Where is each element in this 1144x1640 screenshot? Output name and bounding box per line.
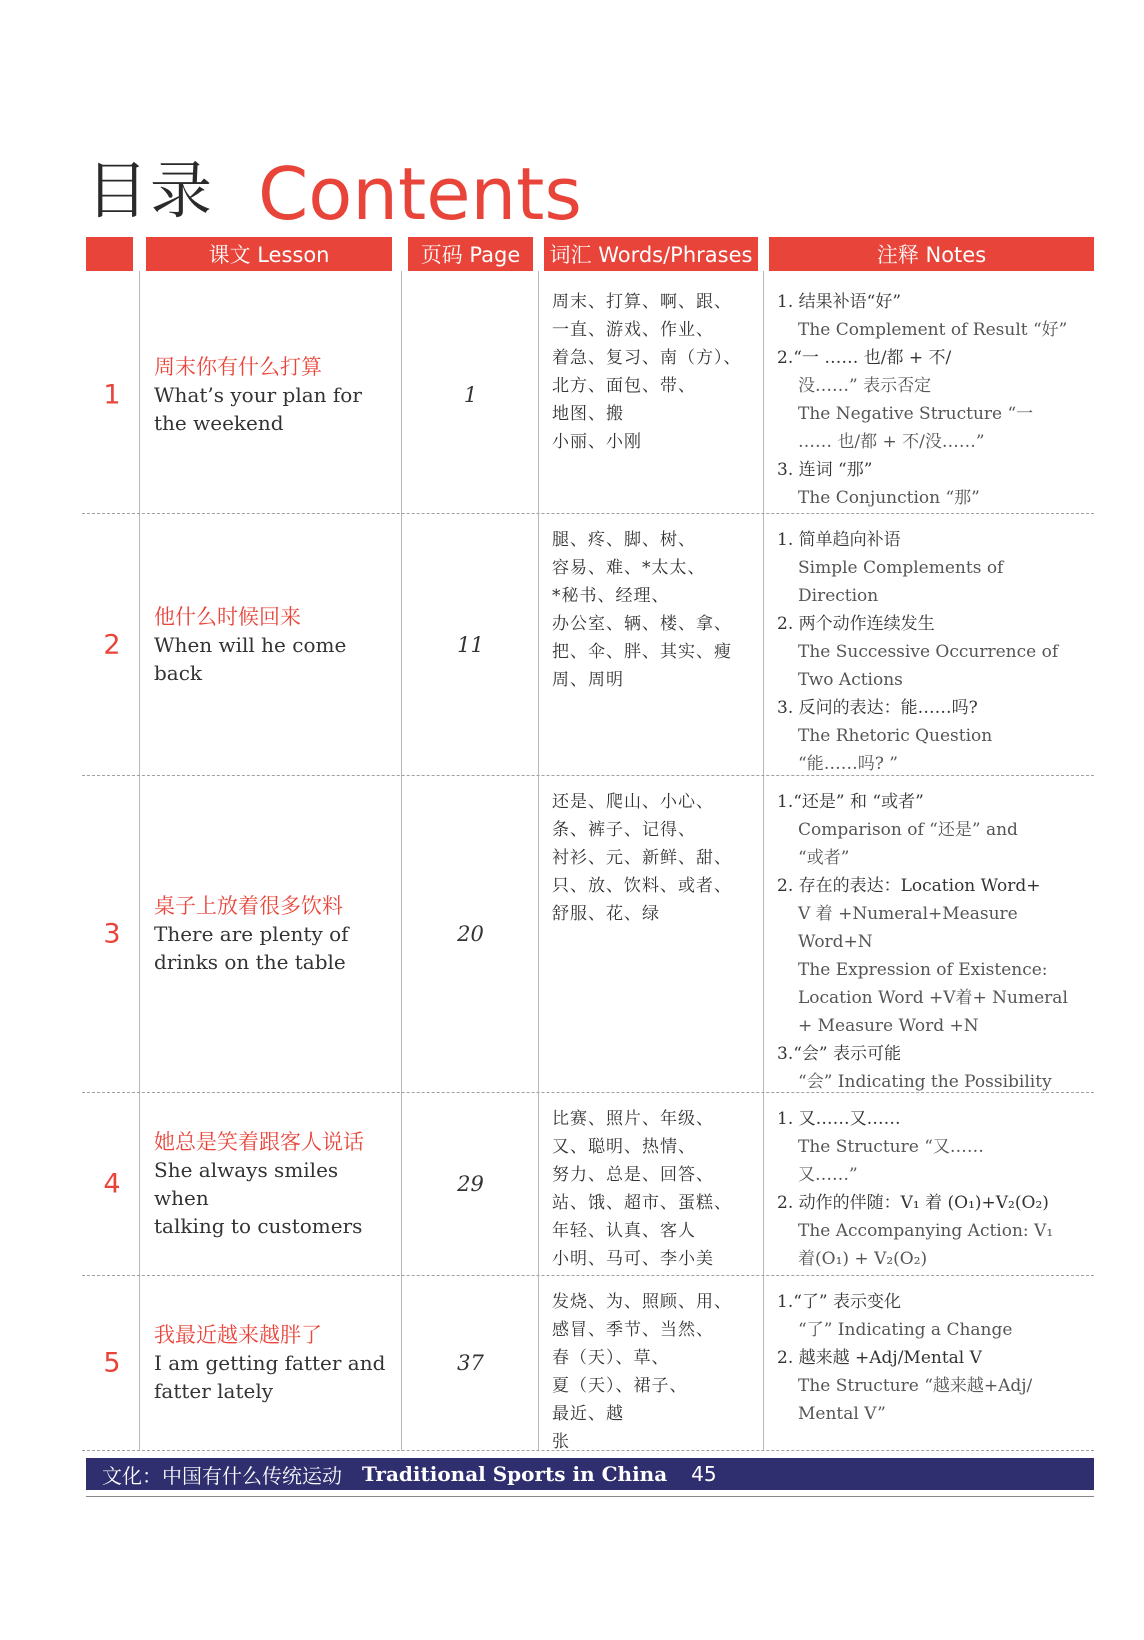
vocabulary-line: 小丽、小刚: [552, 432, 642, 452]
lesson-title-english: talking to customers: [154, 1214, 363, 1238]
vocabulary-line: 条、裤子、记得、: [552, 820, 696, 840]
note-line: Two Actions: [798, 670, 903, 690]
note-line: 3. 反问的表达：能……吗?: [777, 698, 978, 718]
lesson-title-english: There are plenty of: [154, 922, 349, 946]
note-line: “会” Indicating the Possibility: [798, 1072, 1052, 1092]
vocabulary-list: [552, 788, 762, 928]
vocabulary-line: 一直、游戏、作业、: [552, 320, 714, 340]
note-line: The Rhetoric Question: [798, 726, 993, 746]
vocabulary-line: 地图、搬: [552, 404, 624, 424]
vocabulary-line: 舒服、花、绿: [552, 904, 660, 924]
vocabulary-line: 年轻、认真、客人: [552, 1221, 696, 1241]
page-number[interactable]: 20: [457, 922, 484, 946]
lesson-title-chinese: 他什么时候回来: [154, 604, 301, 629]
vocabulary-line: 比赛、照片、年级、: [552, 1109, 714, 1129]
note-line: The Expression of Existence:: [798, 960, 1048, 980]
lesson-title-english: I am getting fatter and: [154, 1351, 386, 1375]
table-row: [82, 776, 1094, 1092]
notes-list: [777, 526, 1097, 778]
vocabulary-list: [552, 1288, 762, 1456]
lesson-title-english: drinks on the table: [154, 950, 346, 974]
table-row: [82, 514, 1094, 775]
note-line: Comparison of “还是” and: [798, 820, 1018, 840]
page-number[interactable]: 37: [457, 1351, 484, 1375]
vocabulary-line: 发烧、为、照顾、用、: [552, 1292, 732, 1312]
lesson-number: 5: [103, 1347, 121, 1379]
lesson-title-chinese: 她总是笑着跟客人说话: [154, 1130, 364, 1154]
lesson-number: 2: [103, 629, 121, 660]
note-line: The Conjunction “那”: [798, 488, 980, 508]
page-title: [86, 150, 582, 236]
vocabulary-line: 感冒、季节、当然、: [552, 1320, 714, 1340]
note-line: 1. 结果补语“好”: [777, 292, 902, 312]
vocabulary-line: 周末、打算、啊、跟、: [552, 292, 732, 312]
lesson-title-english: When will he come: [154, 632, 347, 657]
header-words: 词汇 Words/Phrases: [544, 237, 758, 271]
note-line: 2.“一 …… 也/都 + 不/: [777, 348, 952, 368]
lesson-title[interactable]: [154, 603, 394, 687]
note-line: 没……” 表示否定: [798, 376, 932, 396]
note-line: 1. 又……又……: [777, 1109, 901, 1129]
note-line: Word+N: [798, 932, 873, 952]
vocabulary-line: 夏（天）、裙子、: [552, 1376, 688, 1396]
vocabulary-line: 小明、马可、李小美: [552, 1249, 714, 1269]
note-line: The Negative Structure “一: [798, 404, 1034, 424]
lesson-title[interactable]: [154, 892, 394, 976]
note-line: 1.“了” 表示变化: [777, 1292, 902, 1312]
header-lesson: 课文 Lesson: [146, 237, 392, 271]
lesson-title-english: the weekend: [154, 410, 284, 435]
page-number[interactable]: 29: [457, 1172, 484, 1196]
page-number[interactable]: 11: [457, 632, 484, 657]
note-line: + Measure Word +N: [798, 1016, 979, 1036]
bottom-rule: [86, 1496, 1094, 1497]
lesson-title-chinese: 我最近越来越胖了: [154, 1323, 322, 1347]
footer-chinese: 文化：中国有什么传统运动: [102, 1463, 342, 1488]
note-line: 2. 存在的表达：Location Word+: [777, 876, 1041, 896]
header-page: 页码 Page: [408, 237, 533, 271]
note-line: 1.“还是” 和 “或者”: [777, 792, 924, 812]
note-line: The Complement of Result “好”: [798, 320, 1068, 340]
header-number: [86, 237, 133, 271]
note-line: Mental V”: [798, 1404, 886, 1424]
vocabulary-line: *秘书、经理、: [552, 586, 670, 606]
title-chinese: 目录: [86, 154, 215, 227]
note-line: 3. 连词 “那”: [777, 460, 873, 480]
vocabulary-line: 把、伞、胖、其实、瘦: [552, 642, 732, 662]
lesson-title[interactable]: [154, 353, 394, 437]
note-line: 2. 越来越 +Adj/Mental V: [777, 1348, 982, 1368]
note-line: “了” Indicating a Change: [798, 1320, 1013, 1340]
lesson-title[interactable]: [154, 1128, 394, 1240]
lesson-title-english: She always smiles when: [154, 1158, 339, 1210]
lesson-title-chinese: 桌子上放着很多饮料: [154, 894, 343, 918]
note-line: 1. 简单趋向补语: [777, 530, 901, 550]
vocabulary-list: [552, 526, 762, 694]
note-line: The Accompanying Action: V₁: [798, 1221, 1054, 1241]
vocabulary-list: [552, 1105, 762, 1273]
note-line: The Structure “又……: [798, 1137, 984, 1157]
vocabulary-line: 春（天）、草、: [552, 1348, 670, 1368]
vocabulary-line: 周、周明: [552, 670, 624, 690]
notes-list: [777, 288, 1097, 512]
note-line: 2. 两个动作连续发生: [777, 614, 935, 634]
vocabulary-line: 张: [552, 1432, 570, 1452]
lesson-title-english: What’s your plan for: [154, 382, 362, 407]
vocabulary-line: 只、放、饮料、或者、: [552, 876, 732, 896]
table-row: [82, 276, 1094, 513]
page-number[interactable]: 1: [463, 382, 478, 407]
footer-bar: [86, 1458, 1094, 1490]
vocabulary-line: 还是、爬山、小心、: [552, 792, 714, 812]
note-line: 又……”: [798, 1165, 858, 1185]
vocabulary-line: 办公室、辆、楼、拿、: [552, 614, 732, 634]
note-line: V 着 +Numeral+Measure: [798, 904, 1018, 924]
vocabulary-line: 努力、总是、回答、: [552, 1165, 714, 1185]
table-row: [82, 1093, 1094, 1275]
lesson-title[interactable]: [154, 1321, 394, 1405]
table-row: [82, 1276, 1094, 1450]
footer-page: 45: [691, 1462, 717, 1486]
note-line: …… 也/都 + 不/没……”: [798, 432, 985, 452]
notes-list: [777, 1105, 1097, 1273]
footer-english: Traditional Sports in China: [362, 1462, 668, 1486]
vocabulary-line: 衬衫、元、新鲜、甜、: [552, 848, 732, 868]
lesson-title-english: fatter lately: [154, 1379, 274, 1403]
note-line: Simple Complements of: [798, 558, 1004, 578]
lesson-title-chinese: 周末你有什么打算: [154, 354, 322, 379]
lesson-number: 4: [103, 1168, 121, 1200]
header-notes: 注释 Notes: [769, 237, 1094, 271]
note-line: The Structure “越来越+Adj/: [798, 1376, 1033, 1396]
vocabulary-line: 容易、难、*太太、: [552, 558, 706, 578]
note-line: The Successive Occurrence of: [798, 642, 1059, 662]
vocabulary-line: 又、聪明、热情、: [552, 1137, 696, 1157]
note-line: “或者”: [798, 848, 850, 868]
lesson-number: 1: [103, 379, 121, 410]
vocabulary-line: 最近、越: [552, 1404, 624, 1424]
note-line: Direction: [798, 586, 879, 606]
vocabulary-line: 站、饿、超市、蛋糕、: [552, 1193, 732, 1213]
note-line: 着(O₁) + V₂(O₂): [798, 1249, 928, 1269]
note-line: 3.“会” 表示可能: [777, 1044, 902, 1064]
vocabulary-line: 腿、疼、脚、树、: [552, 530, 696, 550]
note-line: “能……吗? ”: [798, 754, 898, 774]
lesson-title-english: back: [154, 660, 203, 685]
note-line: 2. 动作的伴随：V₁ 着 (O₁)+V₂(O₂): [777, 1193, 1049, 1213]
vocabulary-line: 着急、复习、南（方）、: [552, 348, 742, 368]
lesson-number: 3: [103, 918, 121, 950]
notes-list: [777, 788, 1097, 1096]
title-english: Contents: [258, 152, 582, 236]
vocabulary-line: 北方、面包、带、: [552, 376, 696, 396]
note-line: Location Word +V着+ Numeral: [798, 988, 1068, 1008]
notes-list: [777, 1288, 1097, 1428]
vocabulary-list: [552, 288, 762, 456]
